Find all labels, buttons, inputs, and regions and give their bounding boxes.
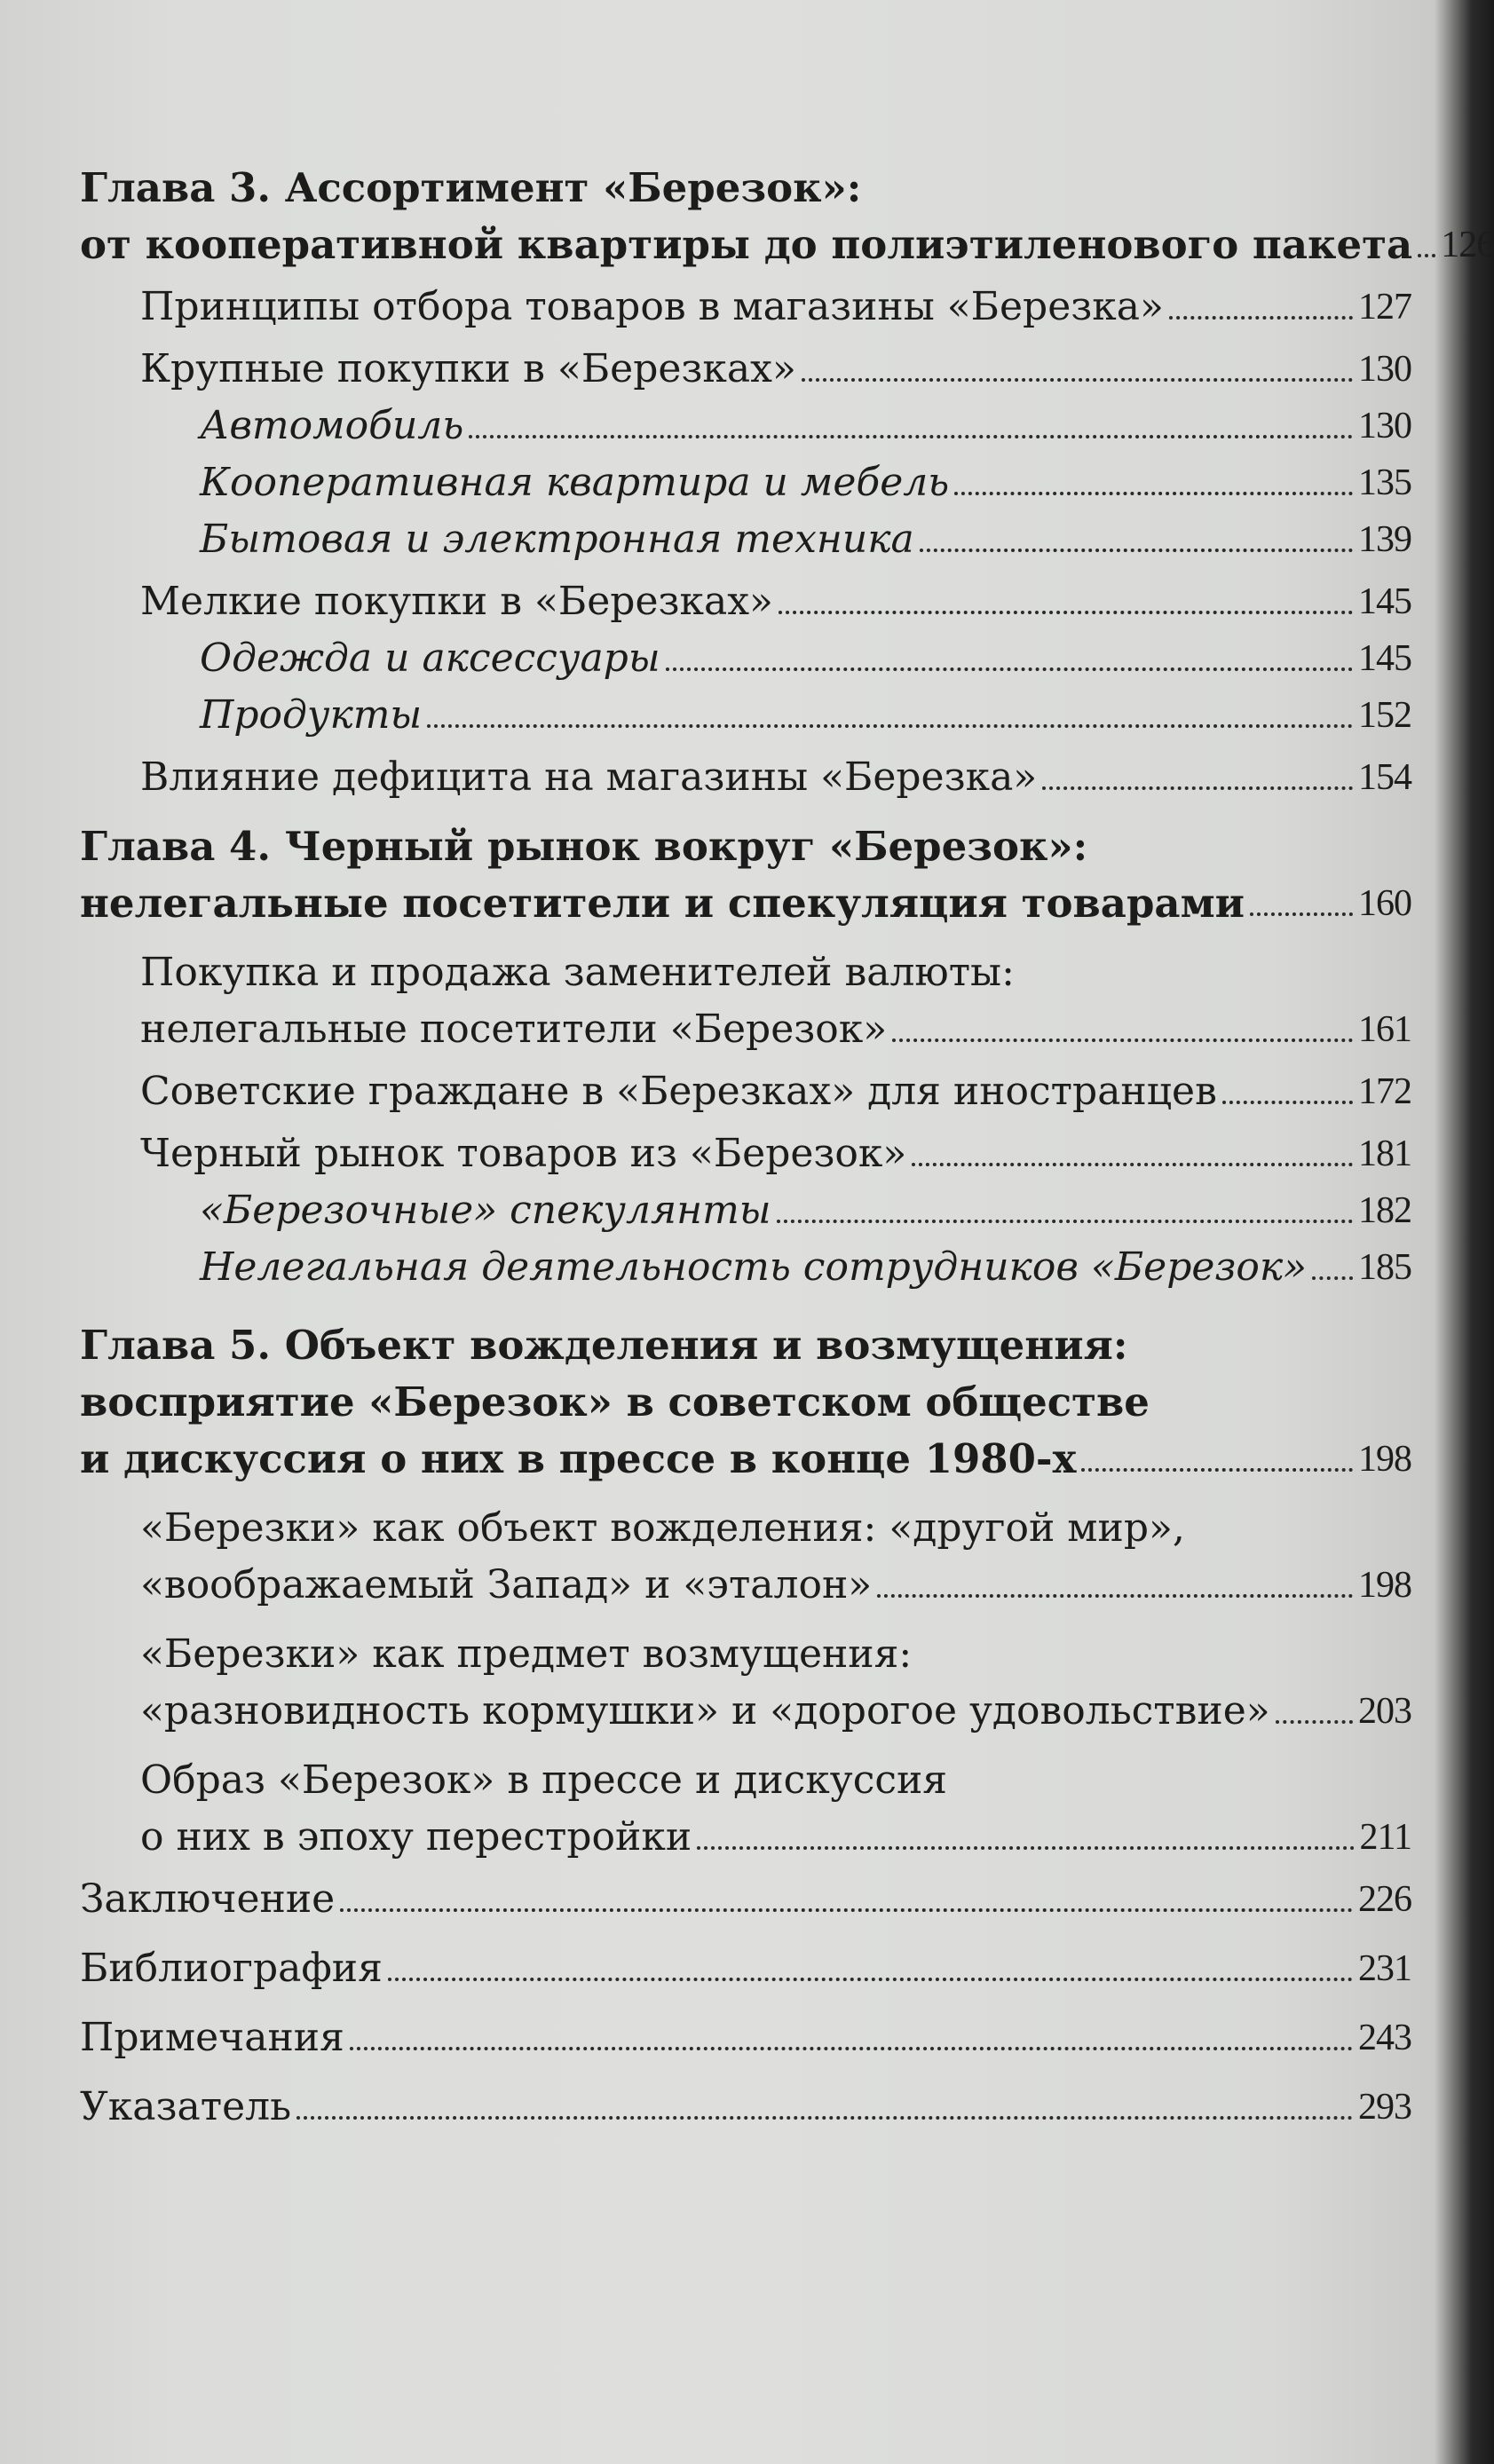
dot-leader bbox=[469, 435, 1353, 438]
page-number: 198 bbox=[1358, 1565, 1411, 1606]
toc-entry-line: Покупка и продажа заменителей валюты: bbox=[140, 950, 1015, 995]
chapter-title-line: Глава 5. Объект вожделения и возмущения: bbox=[80, 1322, 1128, 1369]
toc-entry-label: «разновидность кормушки» и «дорогое удовольствие» bbox=[140, 1688, 1270, 1733]
chapter-title-entry bbox=[80, 1431, 1411, 1488]
dot-leader bbox=[296, 2116, 1353, 2120]
toc-entry-label: Принципы отбора товаров в магазины «Березка» bbox=[140, 284, 1164, 329]
page-number: 152 bbox=[1358, 695, 1411, 736]
toc-entry[interactable] bbox=[80, 454, 1411, 511]
page-number: 293 bbox=[1358, 2087, 1411, 2128]
toc-entry-label: Влияние дефицита на магазины «Березка» bbox=[140, 754, 1038, 800]
dot-leader bbox=[1222, 1101, 1353, 1104]
page-number: 145 bbox=[1358, 581, 1411, 622]
toc-entry-label: «Березочные» спекулянты bbox=[200, 1188, 771, 1233]
toc-entry[interactable] bbox=[80, 341, 1411, 398]
toc-entry-line: Образ «Березок» в прессе и дискуссия bbox=[140, 1757, 948, 1803]
chapter-3-heading bbox=[80, 160, 1494, 273]
toc-entry-label: Указатель bbox=[80, 2084, 292, 2129]
toc-entry-label: Автомобиль bbox=[200, 403, 464, 448]
toc-entry-label: нелегальные посетители «Березок» bbox=[140, 1007, 888, 1052]
toc-entry[interactable] bbox=[80, 749, 1411, 806]
page-number: 139 bbox=[1358, 519, 1411, 560]
page-number: 203 bbox=[1358, 1691, 1411, 1732]
page-number: 127 bbox=[1358, 287, 1411, 328]
dot-leader bbox=[666, 667, 1353, 671]
toc-entry-last-line bbox=[140, 1557, 1411, 1614]
toc-entry[interactable] bbox=[80, 511, 1411, 568]
toc-entry[interactable] bbox=[80, 1752, 1411, 1866]
toc-entry-label: Советские граждане в «Березках» для иностранцев bbox=[140, 1069, 1217, 1114]
dot-leader bbox=[388, 1978, 1353, 1981]
dot-leader bbox=[1312, 1276, 1353, 1280]
toc-entry[interactable] bbox=[80, 1063, 1411, 1120]
page-number: 185 bbox=[1358, 1247, 1411, 1288]
toc-entry-label: о них в эпоху перестройки bbox=[140, 1814, 692, 1860]
toc-entry-index[interactable] bbox=[80, 2079, 1411, 2136]
chapter-title-entry bbox=[80, 875, 1411, 932]
toc-entry-label: Заключение bbox=[80, 1876, 336, 1922]
page-number: 181 bbox=[1358, 1133, 1411, 1174]
dot-leader bbox=[779, 611, 1353, 614]
page-number: 161 bbox=[1358, 1009, 1411, 1050]
chapter-title-line: нелегальные посетители и спекуляция товарами bbox=[80, 880, 1245, 927]
dot-leader bbox=[877, 1594, 1353, 1598]
page-number: 198 bbox=[1358, 1439, 1411, 1480]
toc-entry-label: Крупные покупки в «Березках» bbox=[140, 346, 796, 391]
dot-leader bbox=[1250, 912, 1353, 916]
page-number: 160 bbox=[1358, 883, 1411, 924]
chapter-title-line: восприятие «Березок» в советском обществе bbox=[80, 1378, 1150, 1425]
dot-leader bbox=[340, 1908, 1353, 1912]
toc-entry-last-line bbox=[140, 1001, 1411, 1058]
dot-leader bbox=[802, 378, 1353, 382]
toc-entry-label: Черный рынок товаров из «Березок» bbox=[140, 1131, 907, 1176]
toc-entry-label: Мелкие покупки в «Березках» bbox=[140, 579, 773, 624]
dot-leader bbox=[1276, 1720, 1353, 1724]
page-number: 130 bbox=[1358, 349, 1411, 390]
toc-entry-label: «воображаемый Запад» и «эталон» bbox=[140, 1562, 873, 1607]
chapter-title-line: от кооперативной квартиры до полиэтиленового пакета bbox=[80, 221, 1413, 268]
toc-entry-label: Библиография bbox=[80, 1946, 383, 1991]
dot-leader bbox=[427, 724, 1353, 728]
page-number: 145 bbox=[1358, 638, 1411, 679]
dot-leader bbox=[697, 1846, 1354, 1850]
dot-leader bbox=[954, 492, 1353, 495]
toc-entry[interactable] bbox=[80, 573, 1411, 630]
page-number: 211 bbox=[1359, 1817, 1411, 1858]
toc-entry-last-line bbox=[140, 1683, 1411, 1740]
toc-entry-last-line bbox=[140, 1809, 1411, 1866]
chapter-4-heading bbox=[80, 818, 1411, 932]
page-number: 182 bbox=[1358, 1190, 1411, 1231]
dot-leader bbox=[350, 2047, 1353, 2050]
page-number: 226 bbox=[1358, 1879, 1411, 1920]
toc-entry-bibliography[interactable] bbox=[80, 1940, 1411, 1997]
dot-leader bbox=[892, 1039, 1353, 1042]
toc-entry[interactable] bbox=[80, 1182, 1411, 1239]
chapter-title-line: и дискуссия о них в прессе в конце 1980-х bbox=[80, 1435, 1077, 1482]
dot-leader bbox=[920, 549, 1353, 552]
dot-leader bbox=[912, 1163, 1353, 1166]
toc-entry[interactable] bbox=[80, 630, 1411, 687]
chapter-title-entry bbox=[80, 217, 1494, 273]
toc-entry-label: Кооперативная квартира и мебель bbox=[200, 460, 950, 505]
toc-entry[interactable] bbox=[80, 944, 1411, 1058]
toc-entry[interactable] bbox=[80, 279, 1411, 336]
page-number: 154 bbox=[1358, 757, 1411, 798]
page-number: 172 bbox=[1358, 1071, 1411, 1112]
chapter-title-line: Глава 4. Черный рынок вокруг «Березок»: bbox=[80, 823, 1088, 870]
chapter-5-heading bbox=[80, 1317, 1411, 1488]
toc-entry-line: «Березки» как предмет возмущения: bbox=[140, 1631, 913, 1677]
toc-entry-label: Одежда и аксессуары bbox=[200, 636, 660, 681]
page-number: 130 bbox=[1358, 406, 1411, 446]
page-number: 231 bbox=[1358, 1948, 1411, 1989]
page-number: 126 bbox=[1441, 225, 1494, 265]
toc-entry-label: Бытовая и электронная техника bbox=[200, 517, 914, 562]
toc-entry-notes[interactable] bbox=[80, 2010, 1411, 2066]
dot-leader bbox=[1081, 1468, 1353, 1472]
toc-entry-label: Примечания bbox=[80, 2015, 344, 2060]
toc-entry-label: Продукты bbox=[200, 692, 423, 738]
toc-entry-line: «Березки» как объект вожделения: «другой мир», bbox=[140, 1505, 1185, 1551]
toc-entry[interactable] bbox=[80, 1239, 1411, 1296]
toc-entry[interactable] bbox=[80, 1500, 1411, 1614]
page-number: 243 bbox=[1358, 2018, 1411, 2058]
toc-entry-label: Нелегальная деятельность сотрудников «Березок» bbox=[200, 1244, 1308, 1290]
table-of-contents bbox=[80, 160, 1494, 2136]
dot-leader bbox=[1169, 316, 1353, 320]
toc-entry[interactable] bbox=[80, 1125, 1411, 1182]
dot-leader bbox=[1042, 786, 1353, 790]
dot-leader bbox=[1418, 254, 1435, 257]
toc-entry-conclusion[interactable] bbox=[80, 1871, 1411, 1928]
toc-entry[interactable] bbox=[80, 687, 1411, 744]
toc-entry[interactable] bbox=[80, 398, 1411, 454]
toc-entry[interactable] bbox=[80, 1626, 1411, 1740]
chapter-title-line: Глава 3. Ассортимент «Березок»: bbox=[80, 164, 862, 211]
page-number: 135 bbox=[1358, 462, 1411, 503]
dot-leader bbox=[777, 1220, 1353, 1223]
